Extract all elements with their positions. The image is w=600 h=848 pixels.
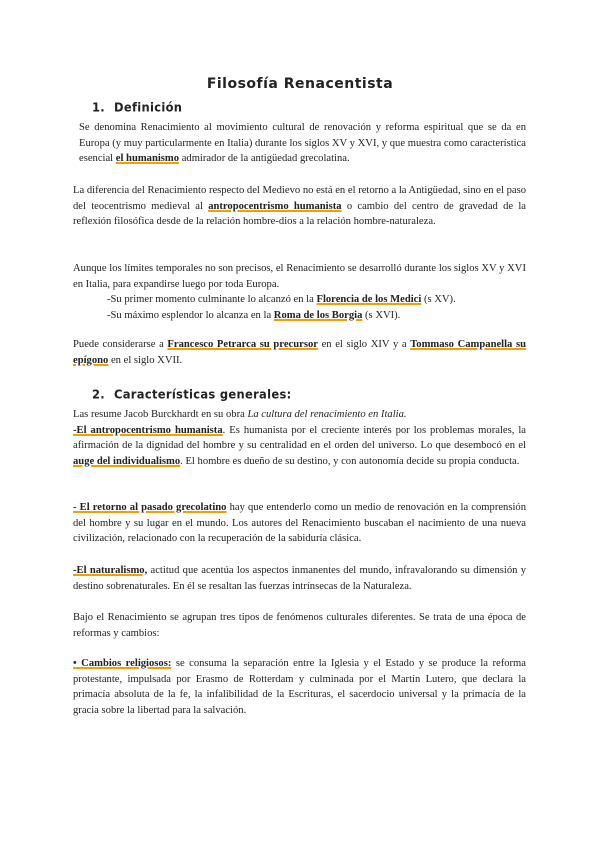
- text-span: admirador de la antigüedad grecolatina.: [179, 153, 350, 165]
- text-span: . El hombre es dueño de su destino, y con autonomía decide su propia conducta.: [180, 455, 520, 467]
- highlight-humanismo: el humanismo: [115, 153, 180, 165]
- text-span: -Su máximo esplendor lo alcanza en la: [107, 309, 274, 321]
- text-span: hay que entenderlo como un medio de renovación en la comprensión del hombre y su lugar en el mundo. Los autores del Renacimiento buscaban el nacimiento de una nueva civilización, relacionado con la recuperación de la sabiduría clásica.: [73, 502, 527, 545]
- paragraph-definition: [73, 120, 526, 167]
- highlight-naturalismo: -El naturalismo,: [73, 565, 148, 576]
- section-number: 1.: [92, 99, 105, 115]
- paragraph-naturalismo: [73, 563, 526, 594]
- highlight-antropocentrismo-humanista: -El antropocentrismo humanista: [73, 424, 223, 436]
- section-heading-text: Definición: [114, 99, 183, 115]
- text-line: [73, 407, 526, 423]
- highlight-petrarca: Francesco Petrarca su precursor: [167, 339, 318, 350]
- text-span: se consuma la separación entre la Iglesia y el Estado y se produce la reforma protestante, impulsada por Erasmo de Rotterdam y culminada por el Martín Lutero, que declara la primacía absoluta de la fe, la infalibilidad de la Escrituras, el sacerdocio universal y la primacía de la gracia sobre la libertad para la salvación.: [73, 658, 526, 716]
- paragraph-burckhardt: [73, 407, 526, 469]
- text-span: Las resume Jacob Burckhardt en su obra: [73, 409, 248, 420]
- text-span: . Es humanista por el creciente interés por los problemas morales, la afirmación de la dignidad del hombre y su centralidad en el orden del universo. Lo que desembocó en el: [73, 424, 526, 452]
- text-span: Puede considerarse a: [73, 339, 168, 350]
- text-span: actitud que acentúa los aspectos inmanentes del mundo, infravalorando su dimensión y destino sobrenaturales. En él se resaltan las fuerzas intrínsecas de la Naturaleza.: [73, 565, 527, 592]
- paragraph-limits: [73, 261, 526, 323]
- section-heading-text: Características generales:: [114, 386, 292, 402]
- paragraph-retorno: [73, 500, 526, 547]
- highlight-retorno: - El retorno al pasado grecolatino: [73, 502, 227, 513]
- list-item-roma: [73, 308, 526, 324]
- paragraph-antropocentrismo: [73, 423, 526, 470]
- highlight-cambios-religiosos: • Cambios religiosos:: [73, 658, 172, 669]
- book-title: La cultura del renacimiento en Italia.: [247, 409, 407, 420]
- list-item-florencia: [73, 292, 526, 308]
- section-heading-caracteristicas: [92, 386, 292, 401]
- text-span: Se denomina Renacimiento al movimiento cultural de renovación y reforma espiritual que se da en Europa (y muy particularmente en Italia) durante los siglos XV y XVI, y que muestra como característica esencial: [79, 122, 526, 165]
- highlight-campanella: Tommaso Campanella su epígono: [73, 339, 526, 366]
- text-span: (s XVI).: [362, 309, 401, 321]
- text-span: La diferencia del Renacimiento respecto del Medievo no está en el retorno a la Antigüedad, sino en el paso del teocentrismo medieval al: [73, 185, 526, 212]
- highlight-antropocentrismo: antropocentrismo humanista: [208, 200, 342, 212]
- text-line: Aunque los límites temporales no son precisos, el Renacimiento se desarrolló durante los siglos XV y XVI en Italia, para expandirse luego por toda Europa.: [73, 263, 526, 290]
- highlight-florencia: Florencia de los Medici: [316, 294, 422, 306]
- paragraph-petrarca: [73, 337, 526, 368]
- section-heading-definicion: [92, 99, 182, 114]
- text-span: Bajo el Renacimiento se agrupan tres tipos de fenómenos culturales diferentes. Se trata de una época de reformas y cambios:: [73, 612, 526, 639]
- paragraph-difference: [73, 183, 526, 230]
- paragraph-cambios-religiosos: [73, 656, 526, 718]
- section-number: 2.: [92, 386, 105, 402]
- text-span: (s XV).: [421, 294, 456, 306]
- text-span: en el siglo XVII.: [108, 354, 183, 366]
- highlight-roma: Roma de los Borgia: [273, 309, 363, 321]
- text-span: -Su primer momento culminante lo alcanzó en la: [107, 294, 317, 306]
- text-span: en el siglo XIV y a: [317, 339, 411, 350]
- document-title: Filosofía Renacentista: [206, 76, 394, 92]
- paragraph-fenomenos: [73, 610, 526, 641]
- highlight-individualismo: auge del individualismo: [73, 455, 181, 467]
- text-span: o cambio del centro de gravedad de la reflexión filosófica desde de la relación hombre-dios a la relación hombre-naturaleza.: [73, 200, 526, 228]
